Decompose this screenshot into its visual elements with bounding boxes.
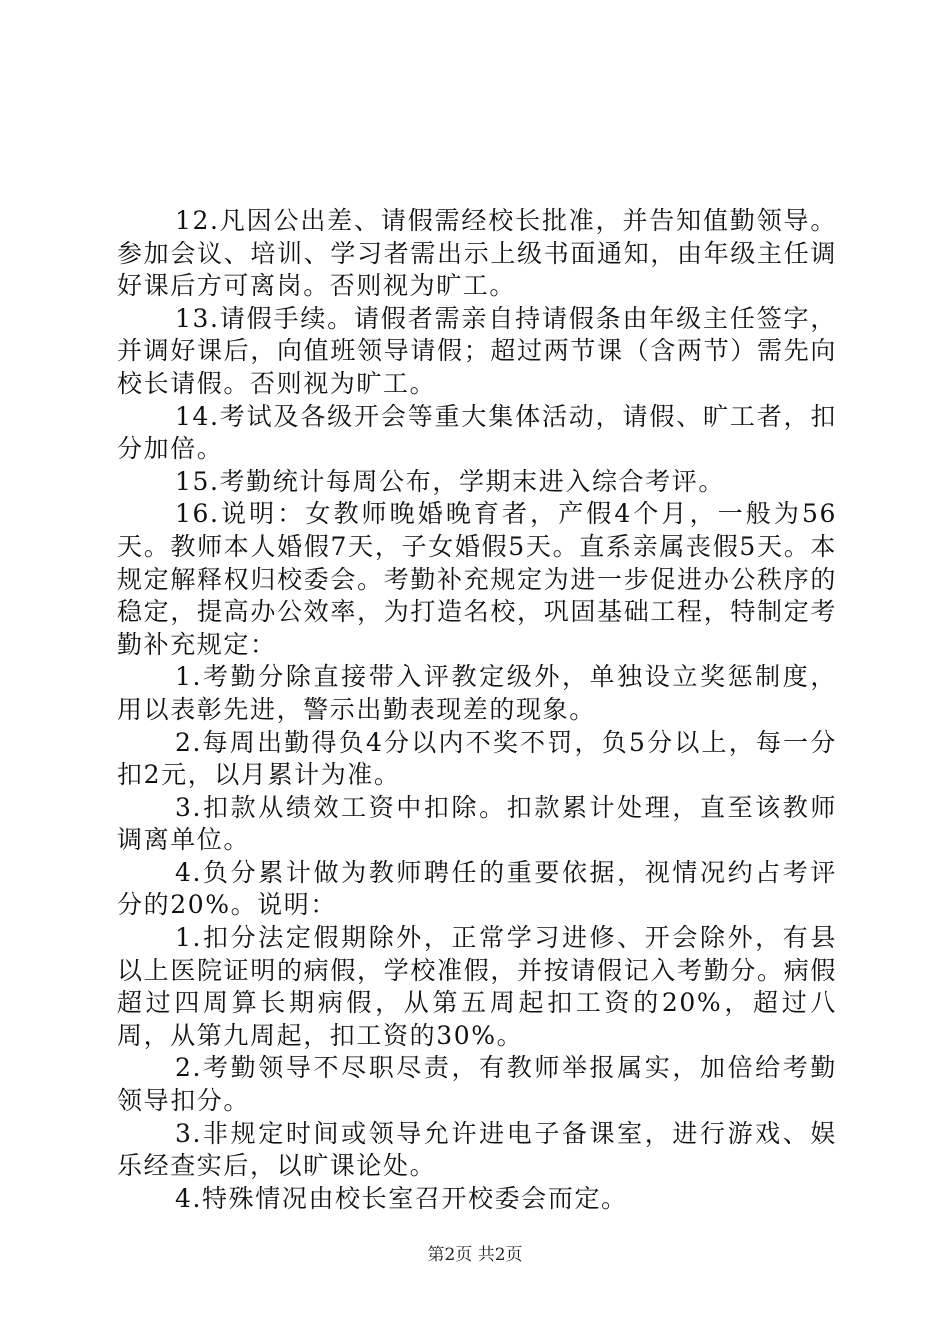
note-item-3: 3.非规定时间或领导允许进电子备课室，进行游戏、娱乐经查实后，以旷课论处。: [117, 1118, 837, 1181]
paragraph-16: 16.说明：女教师晚婚晚育者，产假4个月，一般为56天。教师本人婚假7天，子女婚假5天。直系亲属丧假5天。本规定解释权归校委会。考勤补充规定为进一步促进办公秩序的稳定，提高办公效率，为打造名校，巩固基础工程，特制定考勤补充规定：: [117, 499, 837, 659]
paragraph-12: 12.凡因公出差、请假需经校长批准，并告知值勤领导。参加会议、培训、学习者需出示上级书面通知，由年级主任调好课后方可离岗。否则视为旷工。: [117, 206, 837, 301]
supplement-item-3: 3.扣款从绩效工资中扣除。扣款累计处理，直至该教师调离单位。: [117, 792, 837, 855]
page-footer: [0, 1244, 950, 1266]
supplement-item-4: 4.负分累计做为教师聘任的重要依据，视情况约占考评分的20%。说明：: [117, 857, 837, 920]
document-body: [117, 205, 837, 1215]
note-item-2: 2.考勤领导不尽职尽责，有教师举报属实，加倍给考勤领导扣分。: [117, 1053, 837, 1116]
paragraph-15: 15.考勤统计每周公布，学期末进入综合考评。: [175, 466, 725, 496]
note-item-4: 4.特殊情况由校长室召开校委会而定。: [175, 1183, 628, 1213]
paragraph-14: 14.考试及各级开会等重大集体活动，请假、旷工者，扣分加倍。: [117, 401, 837, 464]
supplement-item-1: 1.考勤分除直接带入评教定级外，单独设立奖惩制度，用以表彰先进，警示出勤表现差的现象。: [117, 662, 837, 724]
note-item-1: 1.扣分法定假期除外，正常学习进修、开会除外，有县以上医院证明的病假，学校准假，并按请假记入考勤分。病假超过四周算长期病假，从第五周起扣工资的20%，超过八周，从第九周起，扣工资的30%。: [117, 923, 837, 1050]
paragraph-13: 13.请假手续。请假者需亲自持请假条由年级主任签字，并调好课后，向值班领导请假；超过两节课（含两节）需先向校长请假。否则视为旷工。: [117, 303, 837, 398]
supplement-item-2: 2.每周出勤得负4分以内不奖不罚，负5分以上，每一分扣2元，以月累计为准。: [117, 727, 837, 790]
page-number-label: 第2页 共2页: [427, 1245, 523, 1265]
